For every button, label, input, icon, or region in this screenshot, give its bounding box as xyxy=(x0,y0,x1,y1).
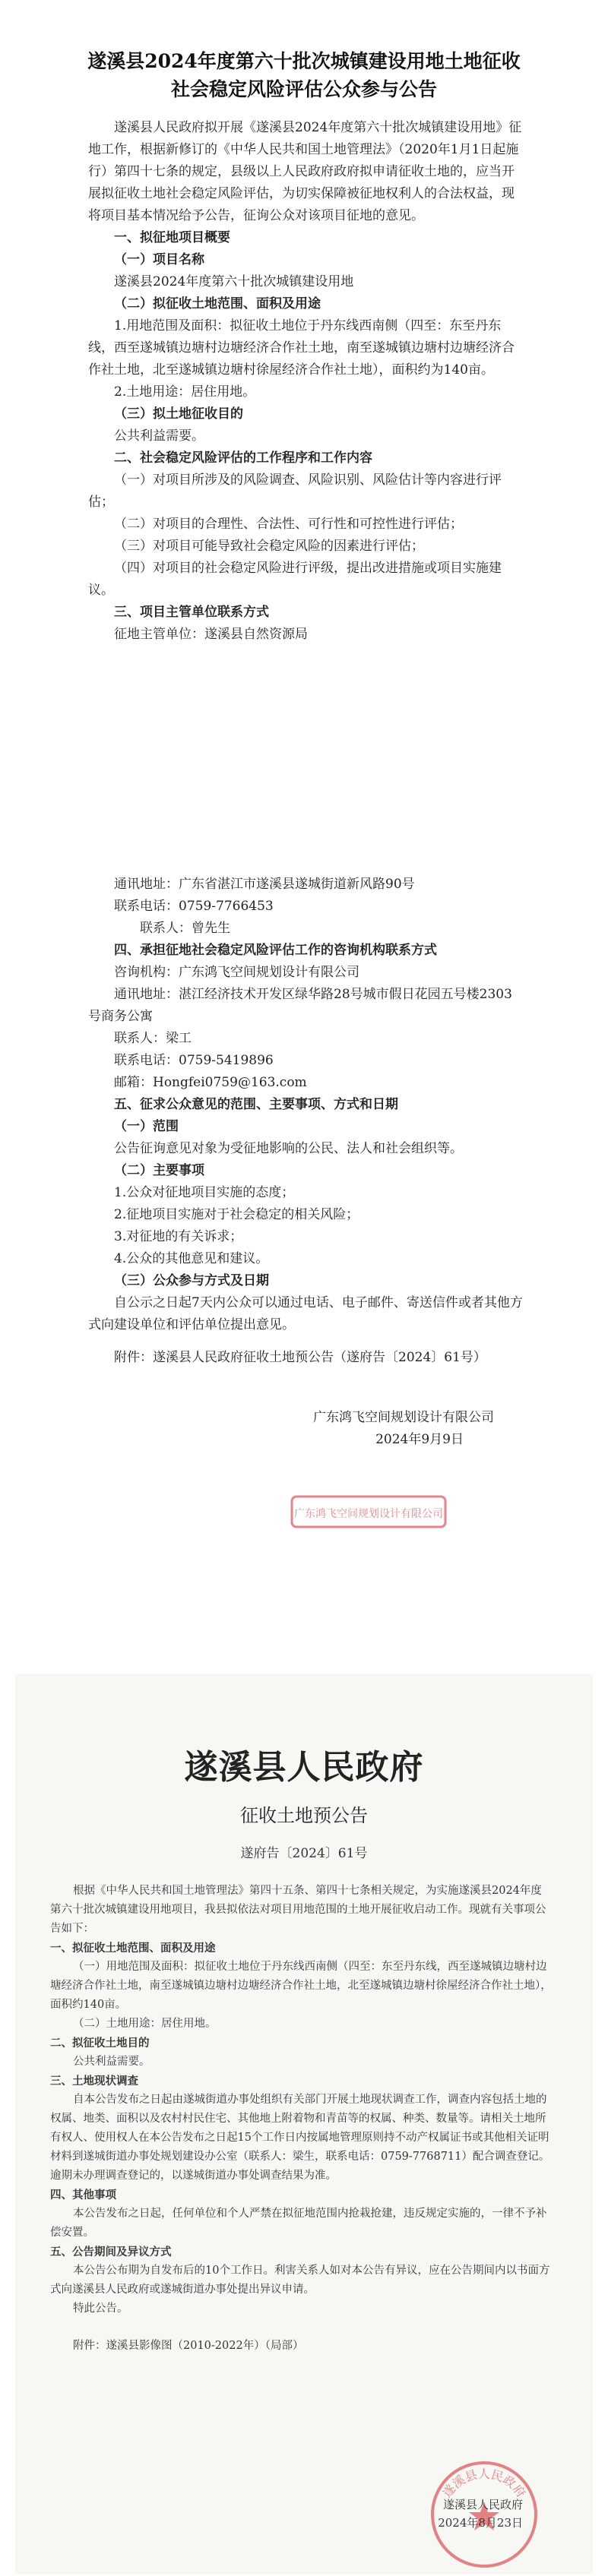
authority-address: 通讯地址：广东省湛江市遂溪县遂城街道新风路90号 xyxy=(114,877,415,892)
consultant-email: 邮箱：Hongfei0759@163.com xyxy=(114,1075,307,1090)
document-number: 遂府告〔2024〕61号 xyxy=(240,1846,368,1861)
section-5-2-title: （二）主要事项 xyxy=(114,1163,204,1178)
matter-item-4: 4.公众的其他意见和建议。 xyxy=(114,1251,269,1266)
svg-text:广东鸿飞空间规划设计有限公司: 广东鸿飞空间规划设计有限公司 xyxy=(294,1508,443,1520)
project-name: 遂溪县2024年度第六十批次城镇建设用地 xyxy=(114,274,354,289)
section-1-3-title: （三）拟土地征收目的 xyxy=(114,406,243,422)
matter-item-2: 2.征地项目实施对于社会稳定的相关风险； xyxy=(114,1207,359,1222)
title-line-2: 社会稳定风险评估公众参与公告 xyxy=(170,78,437,100)
d2-section-1-title: 一、拟征收土地范围、面积及用途 xyxy=(50,1942,216,1955)
d2-attachment: 附件：遂溪县影像图（2010-2022年）（局部） xyxy=(73,2340,304,2352)
company-seal xyxy=(289,1489,448,1565)
d2-land-use: （二）土地用途：居住用地。 xyxy=(73,2018,217,2030)
section-1-2-title: （二）拟征收土地范围、面积及用途 xyxy=(114,296,321,311)
section-5-3-title: （三）公众参与方式及日期 xyxy=(114,1273,269,1288)
d2-intro: 根据《中华人民共和国土地管理法》第四十五条、第四十七条相关规定，为实施遂溪县2024年度第六十批次城镇建设用地项目，我县拟依法对项目用地范围的土地开展征收启动工作。现就有关事项公告如下： xyxy=(50,1885,546,1935)
signature-org: 广东鸿飞空间规划设计有限公司 xyxy=(313,1410,494,1425)
section-5-title: 五、征求公众意见的范围、主要事项、方式和日期 xyxy=(114,1097,398,1112)
section-1-title: 一、拟征地项目概要 xyxy=(114,230,230,245)
matter-item-3: 3.对征地的有关诉求； xyxy=(114,1229,243,1244)
section-4-title: 四、承担征地社会稳定风险评估工作的咨询机构联系方式 xyxy=(114,943,437,958)
d2-objection-text: 本公告公布期为自发布后的10个工作日。利害关系人如对本公告有异议，应在公告期间内以书面方式向遂溪县人民政府或遂城街道办事处提出异议申请。 xyxy=(50,2265,550,2296)
scope-text: 公告征询意见对象为受征地影响的公民、法人和社会组织等。 xyxy=(114,1141,463,1156)
authority-contact: 联系人：曾先生 xyxy=(140,921,230,936)
procedure-item-1: （一）对项目所涉及的风险调查、风险识别、风险估计等内容进行评估； xyxy=(88,473,502,510)
land-use-text: 2.土地用途：居住用地。 xyxy=(114,384,256,400)
d2-section-3-title: 三、土地现状调查 xyxy=(50,2075,138,2088)
d2-signature-org: 遂溪县人民政府 xyxy=(442,2498,523,2511)
d2-survey-text: 自本公告发布之日起由遂城街道办事处组织有关部门开展土地现状调查工作，调查内容包括土地的权属、地类、面积以及农村村民住宅、其他地上附着物和青苗等的权属、种类、数量等。请相关土地所有权人、使用权人在本公告发布之日起15个工作日内按属地管理原则持不动产权属证书或其他相关证明材料到遂城街道办事处规划建设办公室（联系人：梁生，联系电话：0759-7768711）配合调查登记。逾期未办理调查登记的，以遂城街道办事处调查结果为准。 xyxy=(50,2094,550,2182)
d2-land-scope: （一）用地范围及面积：拟征收土地位于丹东线西南侧（四至：东至丹东线，西至遂城镇边塘村边塘经济合作社土地，南至遂城镇边塘村边塘经济合作社土地，北至遂城镇边塘村徐屋经济合作社土地），面积约140亩。 xyxy=(50,1961,552,2011)
signature-date: 2024年9月9日 xyxy=(375,1432,464,1447)
attachment-note: 附件：遂溪县人民政府征收土地预公告（遂府告〔2024〕61号） xyxy=(114,1350,486,1365)
land-scope-text: 1.用地范围及面积：拟征收土地位于丹东线西南侧（四至：东至丹东线，西至遂城镇边塘村边塘经济合作社土地，南至遂城镇边塘村边塘经济合作社土地，北至遂城镇边塘村徐屋经济合作社土地），面积约为140亩。 xyxy=(88,318,515,378)
intro-paragraph: 遂溪县人民政府拟开展《遂溪县2024年度第六十批次城镇建设用地》征地工作，根据新修订的《中华人民共和国土地管理法》（2020年1月1日起施行）第四十七条的规定，县级以上人民政府政府拟申请征收土地的，应当开展拟征收土地社会稳定风险评估，为切实保障被征地权利人的合法权益，现将项目基本情况给予公告，征询公众对该项目征地的意见。 xyxy=(88,120,522,223)
title-line-1: 遂溪县2024年度第六十批次城镇建设用地土地征收 xyxy=(87,50,521,72)
d2-closing: 特此公告。 xyxy=(73,2303,128,2315)
d2-section-5-title: 五、公告期间及异议方式 xyxy=(50,2246,172,2258)
procedure-item-3: （三）对项目可能导致社会稳定风险的因素进行评估； xyxy=(114,539,424,554)
section-1-1-title: （一）项目名称 xyxy=(114,252,204,267)
d2-section-2-title: 二、拟征收土地目的 xyxy=(50,2037,150,2050)
announcement-subtitle: 征收土地预公告 xyxy=(240,1805,368,1826)
consultant-address: 通讯地址：湛江经济技术开发区绿华路28号城市假日花园五号楼2303号商务公寓 xyxy=(88,987,512,1024)
d2-section-4-title: 四、其他事项 xyxy=(50,2189,116,2201)
authority-phone: 联系电话：0759-7766453 xyxy=(114,899,274,914)
section-5-1-title: （一）范围 xyxy=(114,1119,179,1134)
procedure-item-4: （四）对项目的社会稳定风险进行评级，提出改进措施或项目实施建议。 xyxy=(88,561,502,598)
section-2-title: 二、社会稳定风险评估的工作程序和工作内容 xyxy=(114,450,372,466)
authority-unit: 征地主管单位：遂溪县自然资源局 xyxy=(114,627,308,642)
purpose-text: 公共利益需要。 xyxy=(114,428,204,444)
d2-signature-date: 2024年8月23日 xyxy=(438,2516,523,2530)
consultant-org: 咨询机构：广东鸿飞空间规划设计有限公司 xyxy=(114,965,359,980)
notice-title xyxy=(0,0,608,103)
d2-other-text: 本公告发布之日起，任何单位和个人严禁在拟征地范围内抢栽抢建，违反规定实施的，一律不予补偿安置。 xyxy=(50,2208,547,2239)
matter-item-1: 1.公众对征地项目实施的态度； xyxy=(114,1185,295,1200)
section-3-title: 三、项目主管单位联系方式 xyxy=(114,605,269,620)
participation-text: 自公示之日起7天内公众可以通过电话、电子邮件、寄送信件或者其他方式向建设单位和评估单位提出意见。 xyxy=(88,1295,523,1332)
consultant-phone: 联系电话：0759-5419896 xyxy=(114,1053,274,1068)
svg-text:遂溪县人民政府: 遂溪县人民政府 xyxy=(439,2467,529,2501)
d2-purpose: 公共利益需要。 xyxy=(73,2056,150,2068)
preliminary-announcement xyxy=(17,1675,591,2573)
procedure-item-2: （二）对项目的合理性、合法性、可行性和可控性进行评估； xyxy=(114,517,463,532)
d2-signature xyxy=(438,2495,523,2532)
consultant-contact: 联系人：梁工 xyxy=(114,1031,192,1046)
government-title: 遂溪县人民政府 xyxy=(184,1748,424,1787)
